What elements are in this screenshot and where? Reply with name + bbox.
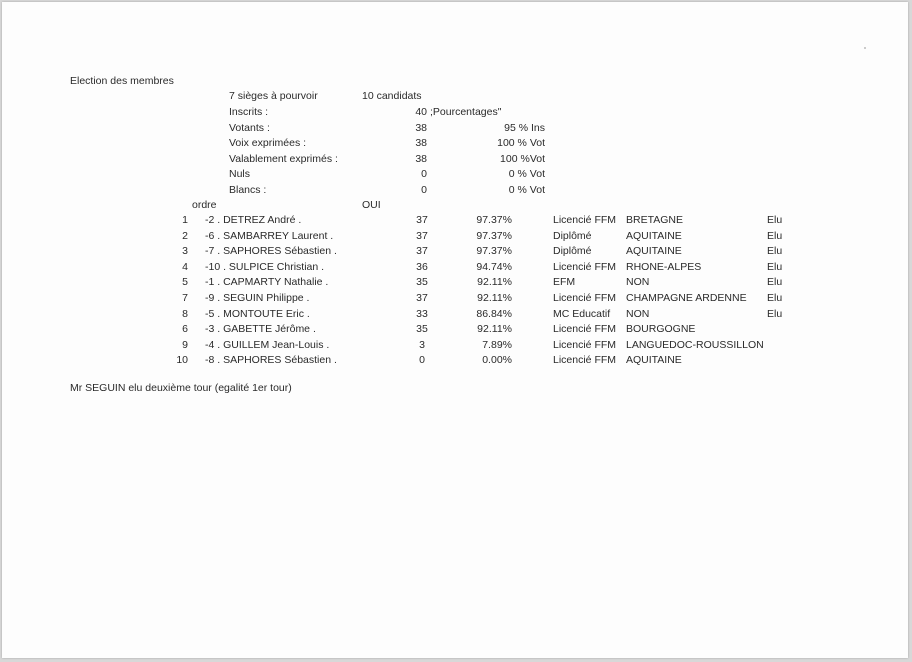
cell-status: Licencié FFM xyxy=(553,292,617,304)
cell-status: MC Educatif xyxy=(553,307,611,320)
summary-label: Inscrits : xyxy=(229,106,269,118)
cell-votes: 35 xyxy=(416,276,428,289)
document-page xyxy=(2,2,908,658)
summary-value: 0 xyxy=(421,184,427,196)
summary-pct: 100 %Vot xyxy=(500,152,545,165)
cell-votes: 36 xyxy=(416,260,428,273)
cell-region: AQUITAINE xyxy=(626,229,682,242)
cell-votes: 37 xyxy=(416,229,428,242)
cell-name: -9 . SEGUIN Philippe . xyxy=(205,292,310,304)
cell-ordre: 10 xyxy=(176,354,188,367)
cell-elu: Elu xyxy=(767,229,783,242)
cell-ordre: 4 xyxy=(182,260,188,273)
cell-ordre: 2 xyxy=(182,229,188,242)
cell-pct: 92.11% xyxy=(477,276,512,289)
cell-region: CHAMPAGNE ARDENNE xyxy=(626,292,747,304)
cell-votes: 0 xyxy=(419,354,425,367)
cell-ordre: 5 xyxy=(182,276,188,289)
summary-value: 38 xyxy=(415,121,427,134)
cell-ordre: 6 xyxy=(182,323,188,336)
cell-region: NON xyxy=(626,276,650,289)
cell-ordre: 3 xyxy=(182,245,188,258)
cell-status: Diplômé xyxy=(553,245,592,258)
summary-value: 38 xyxy=(415,137,427,150)
cell-ordre: 7 xyxy=(182,292,188,304)
scan-speck xyxy=(864,47,866,49)
cell-ordre: 1 xyxy=(182,214,188,226)
summary-pct: 95 % Ins xyxy=(504,121,545,134)
header-oui: OUI xyxy=(362,199,381,211)
seats-label: 7 sièges à pourvoir xyxy=(229,90,318,102)
cell-region: LANGUEDOC-ROUSSILLON xyxy=(626,338,764,351)
cell-elu: Elu xyxy=(767,245,783,258)
cell-region: RHONE-ALPES xyxy=(626,260,702,273)
cell-status: Diplômé xyxy=(553,229,592,242)
cell-elu: Elu xyxy=(767,260,783,273)
summary-pct: 100 % Vot xyxy=(497,137,545,150)
cell-name: -6 . SAMBARREY Laurent . xyxy=(205,229,334,242)
summary-label: Nuls xyxy=(229,168,251,181)
summary-pct: 0 % Vot xyxy=(508,168,545,181)
cell-elu: Elu xyxy=(767,214,783,226)
cell-votes: 35 xyxy=(416,323,428,336)
cell-status: Licencié FFM xyxy=(553,338,617,351)
cell-status: Licencié FFM xyxy=(553,323,617,336)
cell-region: BRETAGNE xyxy=(626,214,683,226)
cell-region: BOURGOGNE xyxy=(626,323,696,336)
cell-region: NON xyxy=(626,307,650,320)
summary-pct: 0 % Vot xyxy=(508,184,545,196)
cell-pct: 92.11% xyxy=(477,292,512,304)
cell-votes: 37 xyxy=(416,292,428,304)
cell-name: -3 . GABETTE Jérôme . xyxy=(205,323,316,336)
cell-pct: 92.11% xyxy=(477,323,512,336)
cell-status: Licencié FFM xyxy=(553,354,617,367)
summary-value: 38 xyxy=(415,152,427,165)
cell-name: -1 . CAPMARTY Nathalie . xyxy=(205,276,329,289)
cell-pct: 97.37% xyxy=(476,229,512,242)
cell-pct: 97.37% xyxy=(476,245,512,258)
cell-pct: 0.00% xyxy=(482,354,512,367)
candidates-count: 10 candidats xyxy=(362,90,422,102)
cell-name: -5 . MONTOUTE Eric . xyxy=(205,307,310,320)
cell-status: Licencié FFM xyxy=(553,214,617,226)
cell-name: -4 . GUILLEM Jean-Louis . xyxy=(205,338,330,351)
cell-region: AQUITAINE xyxy=(626,245,682,258)
cell-pct: 97.37% xyxy=(476,214,512,226)
summary-value: 0 xyxy=(421,168,427,181)
header-ordre: ordre xyxy=(192,199,217,211)
cell-elu: Elu xyxy=(767,276,783,289)
cell-pct: 7.89% xyxy=(482,338,512,351)
cell-name: -10 . SULPICE Christian . xyxy=(205,260,325,273)
summary-label: Blancs : xyxy=(229,184,267,196)
cell-ordre: 8 xyxy=(182,307,188,320)
cell-elu: Elu xyxy=(767,292,783,304)
cell-votes: 3 xyxy=(419,338,425,351)
cell-pct: 86.84% xyxy=(476,307,512,320)
cell-votes: 37 xyxy=(416,245,428,258)
cell-pct: 94.74% xyxy=(476,260,512,273)
summary-pct: ;Pourcentages" xyxy=(430,106,502,118)
cell-name: -7 . SAPHORES Sébastien . xyxy=(205,245,337,258)
summary-value: 40 xyxy=(415,106,427,118)
cell-votes: 33 xyxy=(416,307,428,320)
summary-label: Voix exprimées : xyxy=(229,137,307,150)
cell-status: EFM xyxy=(553,276,576,289)
summary-label: Valablement exprimés : xyxy=(229,152,338,165)
cell-name: -8 . SAPHORES Sébastien . xyxy=(205,354,337,367)
summary-label: Votants : xyxy=(229,121,270,134)
page-title: Election des membres xyxy=(70,75,174,87)
cell-ordre: 9 xyxy=(182,338,188,351)
cell-region: AQUITAINE xyxy=(626,354,682,367)
footnote: Mr SEGUIN elu deuxième tour (egalité 1er tour) xyxy=(70,382,292,394)
cell-status: Licencié FFM xyxy=(553,260,617,273)
cell-votes: 37 xyxy=(416,214,428,226)
cell-elu: Elu xyxy=(767,307,783,320)
cell-name: -2 . DETREZ André . xyxy=(205,214,302,226)
